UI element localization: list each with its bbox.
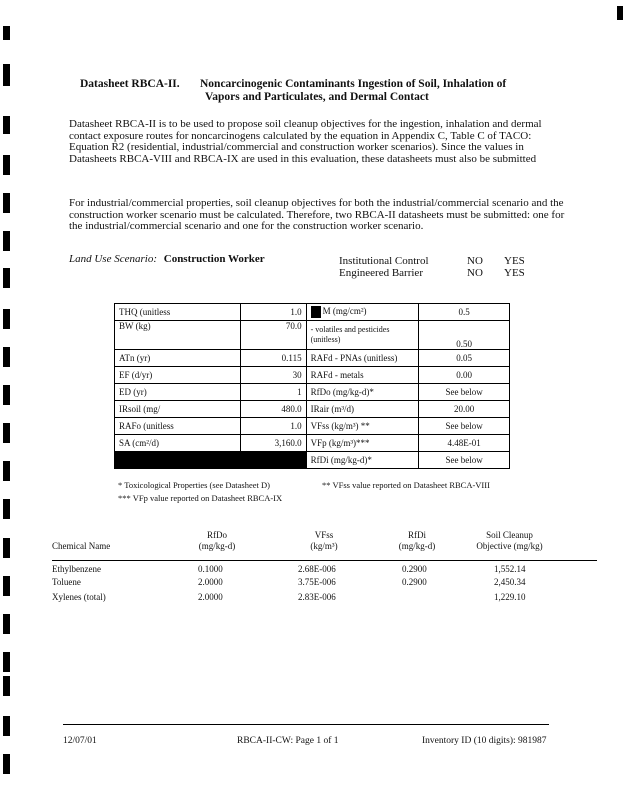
title-line-2: Vapors and Particulates, and Dermal Contact	[205, 91, 429, 103]
table-row	[115, 418, 510, 435]
table-row	[115, 367, 510, 384]
table-row	[115, 452, 510, 469]
table-row	[115, 321, 510, 350]
land-use-scenario	[69, 253, 265, 265]
param-label: ATn (yr)	[115, 350, 241, 367]
param-label: RfDo (mg/kg-d)*	[306, 384, 419, 401]
param-value[interactable]: See below	[419, 418, 510, 435]
chemical-name: Toluene	[52, 577, 81, 587]
param-label: BW (kg)	[115, 321, 241, 350]
control-label: Engineered Barrier	[339, 267, 423, 279]
param-value[interactable]: 0.5	[419, 304, 510, 321]
param-value[interactable]: 1.0	[240, 418, 306, 435]
header-divider	[52, 560, 597, 561]
control-no-option[interactable]: NO	[467, 267, 483, 279]
datasheet-label: Datasheet RBCA-II.	[80, 78, 180, 90]
vfss-value: 2.68E-006	[298, 564, 336, 574]
param-value[interactable]: 1.0	[240, 304, 306, 321]
param-label: VFss (kg/m³) **	[306, 418, 419, 435]
control-yes-option[interactable]: YES	[504, 267, 525, 279]
footer-inventory-id: Inventory ID (10 digits): 981987	[422, 736, 547, 746]
param-value[interactable]: 20.00	[419, 401, 510, 418]
footer-date: 12/07/01	[63, 736, 97, 746]
control-label: Institutional Control	[339, 255, 429, 267]
param-label: THQ (unitless	[115, 304, 241, 321]
param-label: - volatiles and pesticides (unitless)	[306, 321, 419, 350]
table-row	[115, 304, 510, 321]
param-value[interactable]: 3,160.0	[240, 435, 306, 452]
column-header-chemical: Chemical Name	[52, 541, 111, 551]
footnote-vfp: *** VFp value reported on Datasheet RBCA-IX	[118, 493, 283, 503]
param-label: EF (d/yr)	[115, 367, 241, 384]
param-label	[306, 304, 419, 321]
param-label-text: M (mg/cm²)	[322, 306, 367, 317]
control-yes-option[interactable]: YES	[504, 255, 525, 267]
footnote-vfss: ** VFss value reported on Datasheet RBCA-VIII	[322, 480, 490, 490]
soil-cleanup-value: 2,450.34	[494, 577, 526, 587]
param-value[interactable]: See below	[419, 384, 510, 401]
param-value[interactable]: 1	[240, 384, 306, 401]
rfdo-value: 2.0000	[198, 577, 223, 587]
vfss-value: 2.83E-006	[298, 592, 336, 602]
control-no-option[interactable]: NO	[467, 255, 483, 267]
instructions-paragraph: For industrial/commercial properties, soil cleanup objectives for both the industrial/commercial scenario and the construction worker scenario must be calculated. Therefore, two RBCA-II datasheets must be submitted: one for the industrial/commercial scenario and one for the construction worker scenario.	[69, 197, 565, 233]
title-line-1: Noncarcinogenic Contaminants Ingestion of Soil, Inhalation of	[200, 78, 507, 90]
footer-divider	[63, 724, 549, 725]
chemical-name: Xylenes (total)	[52, 592, 106, 602]
chemical-name: Ethylbenzene	[52, 564, 101, 574]
blacked-out-cell	[115, 452, 307, 469]
rfdi-value: 0.2900	[402, 564, 427, 574]
vfss-value: 3.75E-006	[298, 577, 336, 587]
rfdo-value: 2.0000	[198, 592, 223, 602]
param-label: VFp (kg/m³)***	[306, 435, 419, 452]
param-label: RAFd - PNAs (unitless)	[306, 350, 419, 367]
param-value[interactable]: See below	[419, 452, 510, 469]
rfdi-value: 0.2900	[402, 577, 427, 587]
rfdo-value: 0.1000	[198, 564, 223, 574]
param-value[interactable]: 0.50	[419, 321, 510, 350]
footnote-toxicological: * Toxicological Properties (see Datasheet D)	[118, 480, 270, 490]
column-header-rfdo: RfDo (mg/kg-d)	[198, 530, 236, 551]
footer-page: RBCA-II-CW: Page 1 of 1	[237, 736, 339, 746]
soil-cleanup-value: 1,552.14	[494, 564, 526, 574]
table-row	[115, 384, 510, 401]
param-label: SA (cm²/d)	[115, 435, 241, 452]
scenario-label: Land Use Scenario:	[69, 253, 157, 265]
param-value[interactable]: 480.0	[240, 401, 306, 418]
param-value[interactable]: 0.05	[419, 350, 510, 367]
param-label: IRair (m³/d)	[306, 401, 419, 418]
param-label: RAFo (unitless	[115, 418, 241, 435]
intro-paragraph: Datasheet RBCA-II is to be used to propose soil cleanup objectives for the ingestion, inhalation and dermal contact exposure routes for noncarcinogens calculated by the equation in Appendix C, Table C of TACO: Equation R2 (residential, industrial/commercial and construction worker scenarios). Since the values in Datasheets RBCA-VIII and RBCA-IX are used in this evaluation, these datasheets must also be submitted	[69, 118, 542, 165]
column-header-rfdi: RfDi (mg/kg-d)	[398, 530, 436, 551]
param-value[interactable]: 30	[240, 367, 306, 384]
param-label: ED (yr)	[115, 384, 241, 401]
table-row	[115, 350, 510, 367]
table-row	[115, 401, 510, 418]
param-value[interactable]: 4.48E-01	[419, 435, 510, 452]
param-value[interactable]: 0.115	[240, 350, 306, 367]
column-header-vfss: VFss (kg/m³)	[310, 530, 338, 551]
param-label: RAFd - metals	[306, 367, 419, 384]
param-label: RfDi (mg/kg-d)*	[306, 452, 419, 469]
exposure-parameters-table	[114, 303, 510, 469]
table-row	[115, 435, 510, 452]
column-header-soil-cleanup: Soil Cleanup Objective (mg/kg)	[476, 530, 543, 551]
soil-cleanup-value: 1,229.10	[494, 592, 526, 602]
param-value[interactable]: 0.00	[419, 367, 510, 384]
scenario-value: Construction Worker	[163, 253, 265, 265]
param-value[interactable]: 70.0	[240, 321, 306, 350]
param-label: IRsoil (mg/	[115, 401, 241, 418]
